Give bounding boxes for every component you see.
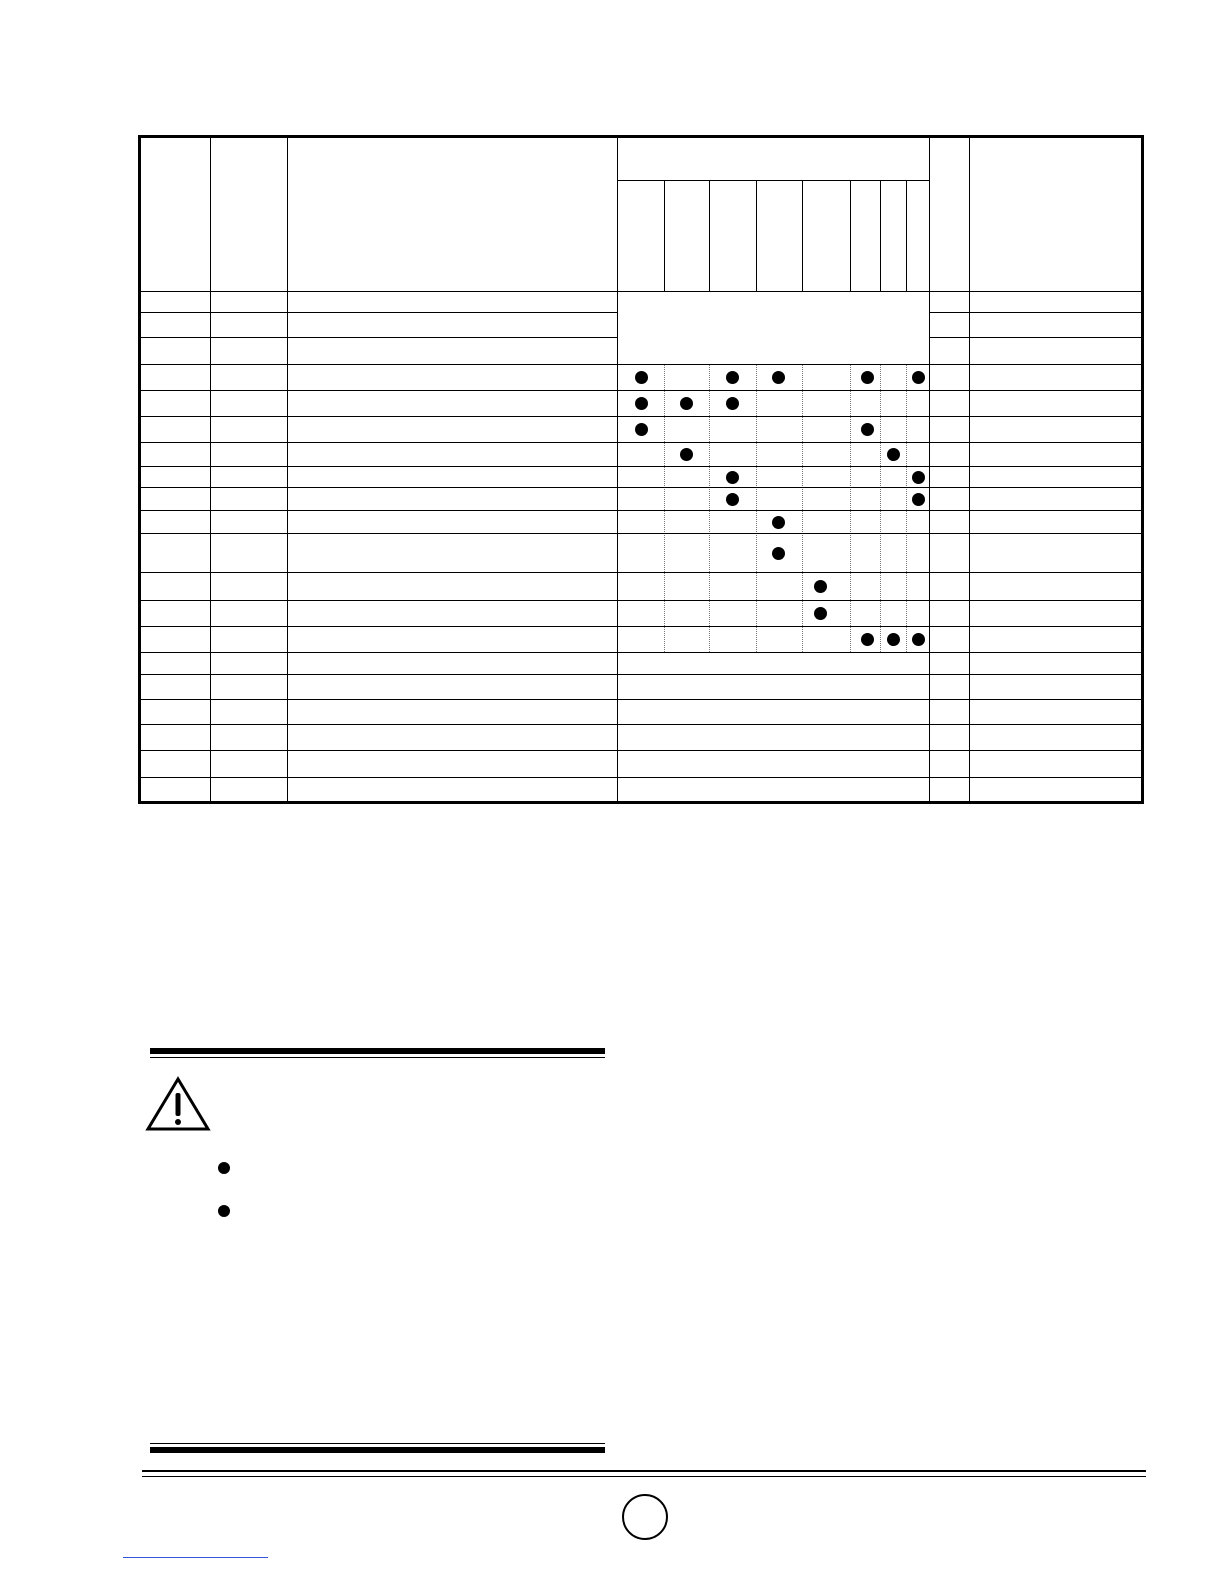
column-divider <box>287 136 288 803</box>
column-divider <box>210 136 211 803</box>
warning-bottom-rule-thin <box>150 1443 605 1444</box>
footer-link[interactable] <box>123 1557 268 1558</box>
filled-circle-mark <box>887 633 900 646</box>
filled-circle-mark <box>887 448 900 461</box>
filled-circle-mark <box>726 397 739 410</box>
column-divider <box>929 136 930 803</box>
subcolumn-divider <box>906 364 907 652</box>
filled-circle-mark <box>912 471 925 484</box>
header-divider <box>139 291 1143 292</box>
row-divider <box>139 337 617 338</box>
row-divider <box>929 337 1143 338</box>
filled-circle-mark <box>726 471 739 484</box>
filled-circle-mark <box>680 397 693 410</box>
subcolumn-divider <box>664 180 665 291</box>
row-divider <box>139 674 1143 675</box>
subcolumn-divider <box>906 180 907 291</box>
filled-circle-mark <box>861 633 874 646</box>
filled-circle-mark <box>814 607 827 620</box>
warning-bullet-1 <box>218 1162 230 1174</box>
filled-circle-mark <box>772 371 785 384</box>
warning-triangle-icon <box>145 1076 211 1132</box>
column-divider <box>969 136 970 803</box>
filled-circle-mark <box>726 371 739 384</box>
row-divider <box>139 416 1143 417</box>
page-number <box>622 1494 668 1540</box>
subcolumn-divider <box>850 180 851 291</box>
warning-top-rule <box>150 1048 605 1054</box>
warning-top-rule-thin <box>150 1057 605 1058</box>
subcolumn-divider <box>880 364 881 652</box>
row-divider <box>139 777 1143 778</box>
row-divider <box>139 364 1143 365</box>
filled-circle-mark <box>680 448 693 461</box>
subcolumn-divider <box>850 364 851 652</box>
subcolumn-divider <box>802 180 803 291</box>
filled-circle-mark <box>635 397 648 410</box>
subcolumn-divider <box>756 364 757 652</box>
row-divider <box>139 487 1143 488</box>
row-divider <box>139 750 1143 751</box>
row-divider <box>139 533 1143 534</box>
filled-circle-mark <box>726 493 739 506</box>
subcolumn-divider <box>664 364 665 652</box>
filled-circle-mark <box>772 516 785 529</box>
warning-bottom-rule <box>150 1447 605 1453</box>
filled-circle-mark <box>861 423 874 436</box>
row-divider <box>139 600 1143 601</box>
row-divider <box>139 724 1143 725</box>
filled-circle-mark <box>635 423 648 436</box>
warning-bullet-2 <box>218 1205 230 1217</box>
column-divider <box>617 136 618 803</box>
row-divider <box>139 442 1143 443</box>
filled-circle-mark <box>912 493 925 506</box>
row-divider <box>139 390 1143 391</box>
filled-circle-mark <box>635 371 648 384</box>
footer-rule-thin <box>142 1476 1146 1477</box>
subcolumn-divider <box>709 364 710 652</box>
row-divider <box>139 466 1143 467</box>
row-divider <box>929 312 1143 313</box>
row-divider <box>139 312 617 313</box>
filled-circle-mark <box>912 633 925 646</box>
row-divider <box>139 572 1143 573</box>
table-outline <box>138 135 1144 804</box>
subcolumn-divider <box>756 180 757 291</box>
filled-circle-mark <box>912 371 925 384</box>
filled-circle-mark <box>861 371 874 384</box>
row-divider <box>139 626 1143 627</box>
row-divider <box>139 699 1143 700</box>
row-divider <box>139 510 1143 511</box>
row-divider <box>139 652 1143 653</box>
footer-rule <box>142 1470 1146 1472</box>
filled-circle-mark <box>814 580 827 593</box>
subcolumn-divider <box>709 180 710 291</box>
filled-circle-mark <box>772 547 785 560</box>
subcolumn-divider <box>802 364 803 652</box>
subcolumn-divider <box>880 180 881 291</box>
